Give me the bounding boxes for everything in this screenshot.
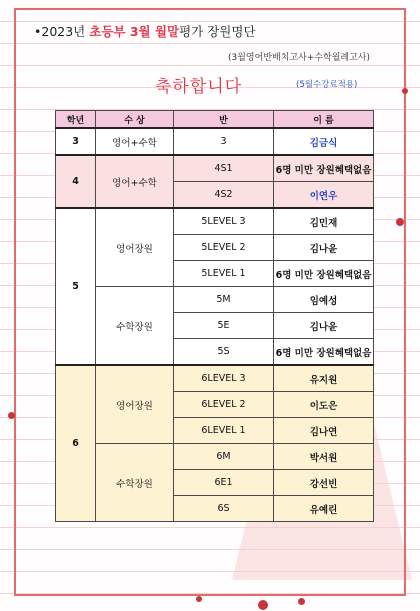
- winner-name: 강선빈: [274, 470, 374, 496]
- winner-name: 김민재: [274, 208, 374, 235]
- class-cell: 4S2: [174, 182, 274, 209]
- grade-cell: 4: [56, 155, 96, 208]
- class-cell: 5M: [174, 287, 274, 313]
- page-title: [34, 22, 256, 40]
- award-cell: 수학장원: [96, 444, 174, 522]
- decorative-dot: [396, 218, 404, 226]
- table-row: [56, 128, 374, 155]
- class-cell: 3: [174, 128, 274, 155]
- decorative-dot: [298, 598, 305, 605]
- header-class: 반: [174, 111, 274, 129]
- class-cell: 6S: [174, 496, 274, 522]
- class-cell: 6LEVEL 2: [174, 392, 274, 418]
- table-row: [56, 287, 374, 313]
- class-cell: 5S: [174, 339, 274, 366]
- award-cell: 수학장원: [96, 287, 174, 366]
- table-header-row: [56, 111, 374, 129]
- no-award-note: 6명 미만 장원혜택없음: [274, 339, 374, 366]
- grade-cell: 3: [56, 128, 96, 155]
- decorative-dot: [402, 88, 408, 94]
- fee-note: (5월수강료적용): [296, 80, 358, 90]
- class-cell: 6M: [174, 444, 274, 470]
- no-award-note: 6명 미만 장원혜택없음: [274, 155, 374, 182]
- header-grade: 학년: [56, 111, 96, 129]
- winner-name: 김금식: [274, 128, 374, 155]
- winner-name: 이연우: [274, 182, 374, 209]
- table-row: [56, 365, 374, 392]
- class-cell: 5LEVEL 1: [174, 261, 274, 287]
- no-award-note: 6명 미만 장원혜택없음: [274, 261, 374, 287]
- decorative-dot: [8, 412, 15, 419]
- congrats-text: 축하합니다: [155, 77, 243, 97]
- decorative-dot: [196, 596, 202, 602]
- title-suffix: 평가 장원명단: [179, 24, 256, 39]
- title-prefix: •2023년: [34, 24, 86, 39]
- winner-name: 유예린: [274, 496, 374, 522]
- subtitle: (3월영어반배치고사+수학월례고사): [228, 53, 371, 63]
- award-cell: 영어+수학: [96, 128, 174, 155]
- table-row: [56, 155, 374, 182]
- winner-name: 이도은: [274, 392, 374, 418]
- class-cell: 4S1: [174, 155, 274, 182]
- class-cell: 5E: [174, 313, 274, 339]
- class-cell: 5LEVEL 3: [174, 208, 274, 235]
- winner-name: 김나윤: [274, 235, 374, 261]
- title-highlight: 초등부 3월 월말: [89, 24, 180, 39]
- award-cell: 영어+수학: [96, 155, 174, 208]
- winner-name: 유지원: [274, 365, 374, 392]
- class-cell: 6LEVEL 1: [174, 418, 274, 444]
- class-cell: 5LEVEL 2: [174, 235, 274, 261]
- grade-cell: 5: [56, 208, 96, 365]
- table-row: [56, 444, 374, 470]
- winner-name: 박서원: [274, 444, 374, 470]
- class-cell: 6LEVEL 3: [174, 365, 274, 392]
- winner-name: 임예성: [274, 287, 374, 313]
- header-name: 이 름: [274, 111, 374, 129]
- award-cell: 영어장원: [96, 208, 174, 287]
- header-award: 수 상: [96, 111, 174, 129]
- winner-name: 김나윤: [274, 313, 374, 339]
- award-cell: 영어장원: [96, 365, 174, 444]
- winner-name: 김나연: [274, 418, 374, 444]
- class-cell: 6E1: [174, 470, 274, 496]
- awards-table: [55, 110, 374, 522]
- decorative-dot: [258, 600, 268, 610]
- grade-cell: 6: [56, 365, 96, 522]
- table-row: [56, 208, 374, 235]
